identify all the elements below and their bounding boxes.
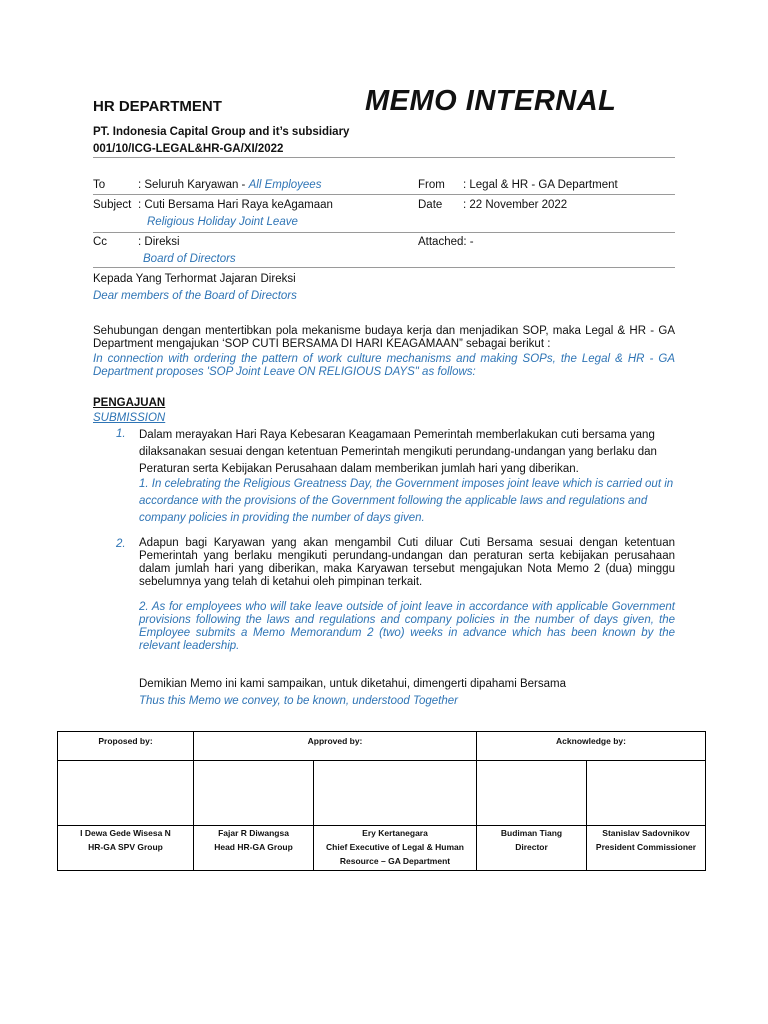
signature-box [58, 761, 194, 826]
closing-statement: Demikian Memo ini kami sampaikan, untuk diketahui, dimengerti dipahami Bersama [139, 678, 566, 690]
signatory-cell [314, 826, 477, 871]
row-divider [93, 232, 675, 233]
signature-box [194, 761, 314, 826]
item-number: 1. [116, 428, 126, 440]
signatory-cell [587, 826, 706, 871]
signatory-cell [58, 826, 194, 871]
signature-table [57, 731, 706, 871]
from-label: From [418, 179, 445, 191]
cc-value-en: Board of Directors [143, 253, 236, 265]
signatory-name: Ery Kertanegara [362, 828, 428, 838]
to-value-en: All Employees [248, 179, 322, 191]
closing-statement-en: Thus this Memo we convey, to be known, understood Together [139, 695, 458, 707]
cc-value: : Direksi [138, 236, 180, 248]
department-name: HR DEPARTMENT [93, 98, 222, 115]
salutation-en: Dear members of the Board of Directors [93, 290, 297, 302]
signatory-name: I Dewa Gede Wisesa N [80, 828, 171, 838]
date-label: Date [418, 199, 443, 211]
submission-item-1: Dalam merayakan Hari Raya Kebesaran Keagamaan Pemerintah memberlakukan cuti bersama yang dilaksanakan sesuai dengan ketentuan Pemerintah mengikuti perundang-undangan yang berlaku dan Peraturan serta Kebijakan Perusahaan dalam memberikan jumlah hari yang diberikan. [139, 429, 657, 475]
company-name: PT. Indonesia Capital Group and it’s subsidiary [93, 126, 350, 138]
approved-by-header: Approved by: [194, 732, 477, 761]
subject-label: Subject [93, 199, 132, 211]
submission-heading: PENGAJUAN [93, 397, 166, 409]
proposed-by-header: Proposed by: [58, 732, 194, 761]
signatory-cell [194, 826, 314, 871]
signatory-name: Budiman Tiang [500, 828, 563, 838]
submission-item-1-en: 1. In celebrating the Religious Greatness Day, the Government imposes joint leave which is carried out in accordance with the provisions of the Government following the applicable laws and regulations and company policies in providing the number of days given. [139, 478, 674, 524]
signature-box [477, 761, 587, 826]
attached-label: Attached: - [418, 236, 474, 248]
intro-paragraph-en: In connection with ordering the pattern of work culture mechanisms and making SOPs, the Legal & HR - GA Department proposes 'SOP Joint Leave ON RELIGIOUS DAYS" as follows: [93, 353, 675, 378]
signature-box [587, 761, 706, 826]
header-divider [93, 157, 675, 158]
signatory-role: Head HR-GA Group [214, 842, 293, 852]
signatory-cell [477, 826, 587, 871]
submission-item-2: Adapun bagi Karyawan yang akan mengambil Cuti diluar Cuti Bersama sesuai dengan ketentuan Pemerintah yang berlaku mengikuti perundang-undangan dan peraturan serta kebijakan perusahaan dalam jumlah hari yang diberikan, maka Karyawan tersebut mengajukan Nota Memo 2 (dua) minggu sebelumnya yang telah di ketahui oleh pimpinan terkait. [139, 537, 675, 588]
memo-title: MEMO INTERNAL [365, 85, 617, 117]
signatory-role: Director [515, 842, 548, 852]
reference-number: 001/10/ICG-LEGAL&HR-GA/XI/2022 [93, 143, 284, 155]
acknowledge-by-header: Acknowledge by: [477, 732, 706, 761]
salutation: Kepada Yang Terhormat Jajaran Direksi [93, 273, 296, 285]
from-value: : Legal & HR - GA Department [463, 179, 618, 191]
signature-box [314, 761, 477, 826]
signatory-role: HR-GA SPV Group [88, 842, 163, 852]
date-value: : 22 November 2022 [463, 199, 568, 211]
subject-value-en: Religious Holiday Joint Leave [147, 216, 298, 228]
cc-label: Cc [93, 236, 108, 248]
to-label: To [93, 179, 106, 191]
row-divider [93, 267, 675, 268]
to-value: : Seluruh Karyawan - All Employees [138, 179, 322, 191]
signatory-role: Chief Executive of Legal & Human Resource – GA Department [326, 842, 464, 866]
signatory-role: President Commissioner [595, 842, 697, 852]
submission-item-2-en: 2. As for employees who will take leave outside of joint leave in accordance with applicable Government provisions following the laws and regulations and company policies in the number of days given, the Employee submits a Memo Memorandum 2 (two) weeks in advance which has been known by the relevant leadership. [139, 601, 675, 652]
signatory-name: Fajar R Diwangsa [218, 828, 289, 838]
signatory-name: Stanislav Sadovnikov [602, 828, 690, 838]
submission-heading-en: SUBMISSION [93, 412, 166, 424]
row-divider [93, 194, 675, 195]
item-number: 2. [116, 538, 126, 550]
subject-value: : Cuti Bersama Hari Raya keAgamaan [138, 199, 333, 211]
intro-paragraph: Sehubungan dengan mentertibkan pola mekanisme budaya kerja dan menjadikan SOP, maka Legal & HR - GA Department mengajukan ‘SOP CUTI BERSAMA DI HARI KEAGAMAAN” sebagai berikut : [93, 325, 675, 350]
